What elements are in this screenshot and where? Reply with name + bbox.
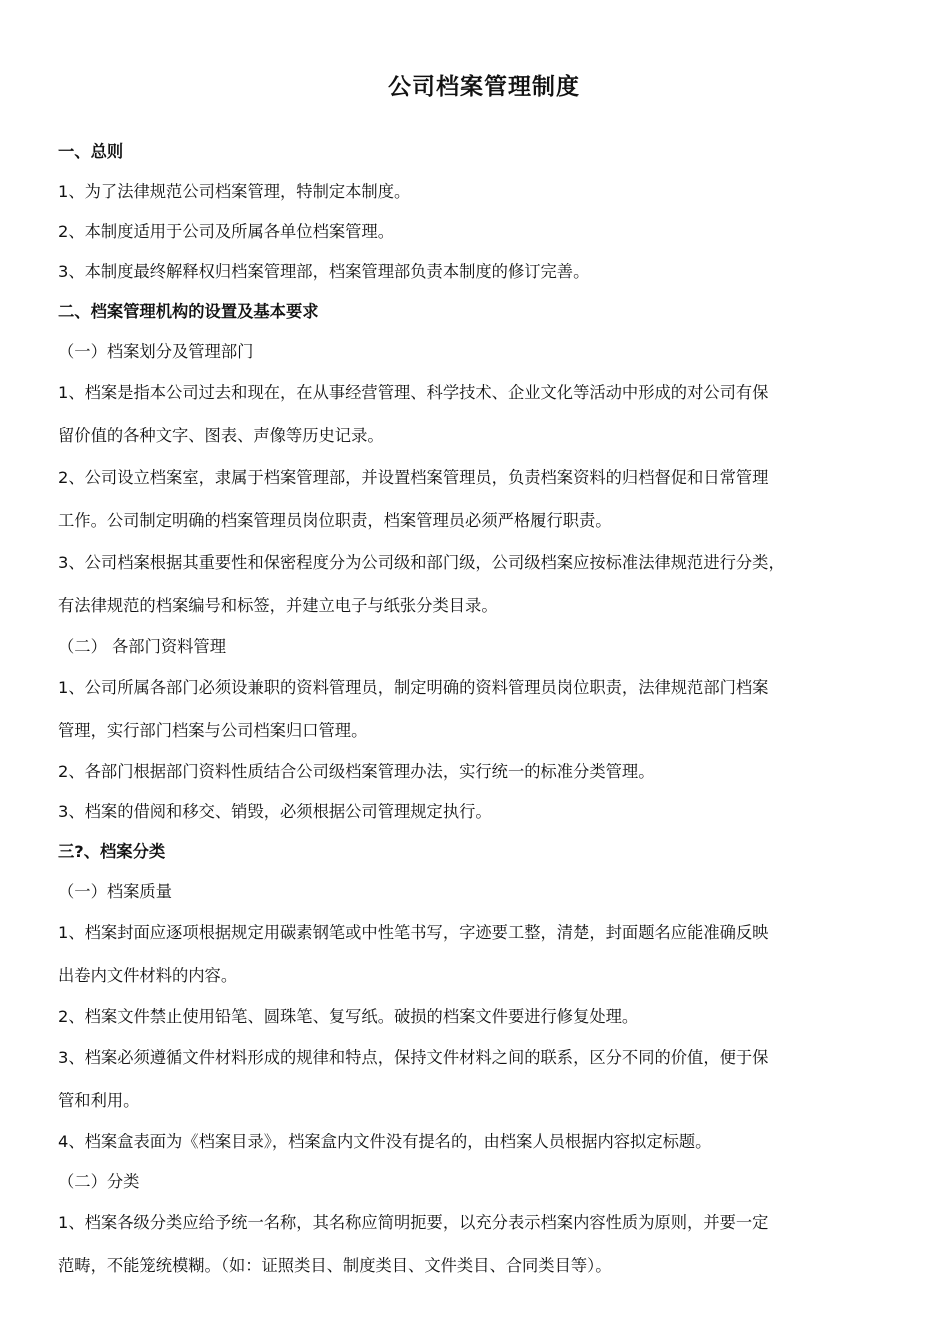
paragraph-line: 3、本制度最终解释权归档案管理部，档案管理部负责本制度的修订完善。 (58, 262, 590, 281)
section-heading-organization: 二、档案管理机构的设置及基本要求 (58, 302, 319, 321)
paragraph-line: 1、档案各级分类应给予统一名称，其名称应简明扼要，以充分表示档案内容性质为原则，并要一定 (58, 1213, 769, 1232)
paragraph-line: 3、档案必须遵循文件材料形成的规律和特点，保持文件材料之间的联系，区分不同的价值，便于保 (58, 1048, 769, 1067)
document-title: 公司档案管理制度 (388, 74, 580, 100)
paragraph-line: 出卷内文件材料的内容。 (58, 965, 238, 985)
paragraph-line: 2、本制度适用于公司及所属各单位档案管理。 (58, 222, 394, 241)
paragraph-line: 有法律规范的档案编号和标签，并建立电子与纸张分类目录。 (58, 595, 498, 615)
paragraph-line: 1、公司所属各部门必须设兼职的资料管理员，制定明确的资料管理员岗位职责，法律规范部门档案 (58, 678, 769, 697)
paragraph-line: 3、档案的借阅和移交、销毁，必须根据公司管理规定执行。 (58, 802, 492, 821)
section-heading-classification: 三?、档案分类 (58, 842, 166, 861)
paragraph-line: 4、档案盒表面为《档案目录》，档案盒内文件没有提名的，由档案人员根据内容拟定标题。 (58, 1132, 712, 1151)
subsection-heading: （一）档案划分及管理部门 (58, 342, 254, 361)
paragraph-line: 2、公司设立档案室，隶属于档案管理部，并设置档案管理员，负责档案资料的归档督促和日常管理 (58, 468, 769, 487)
subsection-heading: （二）分类 (58, 1172, 140, 1191)
paragraph-line: 范畴，不能笼统模糊。（如：证照类目、制度类目、文件类目、合同类目等）。 (58, 1255, 612, 1275)
paragraph-line: 2、档案文件禁止使用铅笔、圆珠笔、复写纸。破损的档案文件要进行修复处理。 (58, 1007, 639, 1026)
paragraph-line: 1、档案是指本公司过去和现在，在从事经营管理、科学技术、企业文化等活动中形成的对公司有保 (58, 383, 769, 402)
paragraph-line: 管理，实行部门档案与公司档案归口管理。 (58, 720, 368, 740)
paragraph-line: 管和利用。 (58, 1090, 140, 1110)
subsection-heading: （二） 各部门资料管理 (58, 637, 226, 656)
paragraph-line: 3、公司档案根据其重要性和保密程度分为公司级和部门级，公司级档案应按标准法律规范进行分类， (58, 553, 785, 572)
section-heading-general: 一、总则 (58, 142, 124, 161)
paragraph-line: 留价值的各种文字、图表、声像等历史记录。 (58, 425, 384, 445)
paragraph-line: 工作。公司制定明确的档案管理员岗位职责，档案管理员必须严格履行职责。 (58, 510, 612, 530)
paragraph-line: 1、档案封面应逐项根据规定用碳素钢笔或中性笔书写，字迹要工整，清楚，封面题名应能准确反映 (58, 923, 769, 942)
paragraph-line: 1、为了法律规范公司档案管理，特制定本制度。 (58, 182, 411, 201)
paragraph-line: 2、各部门根据部门资料性质结合公司级档案管理办法，实行统一的标准分类管理。 (58, 762, 655, 781)
subsection-heading: （一）档案质量 (58, 882, 172, 901)
